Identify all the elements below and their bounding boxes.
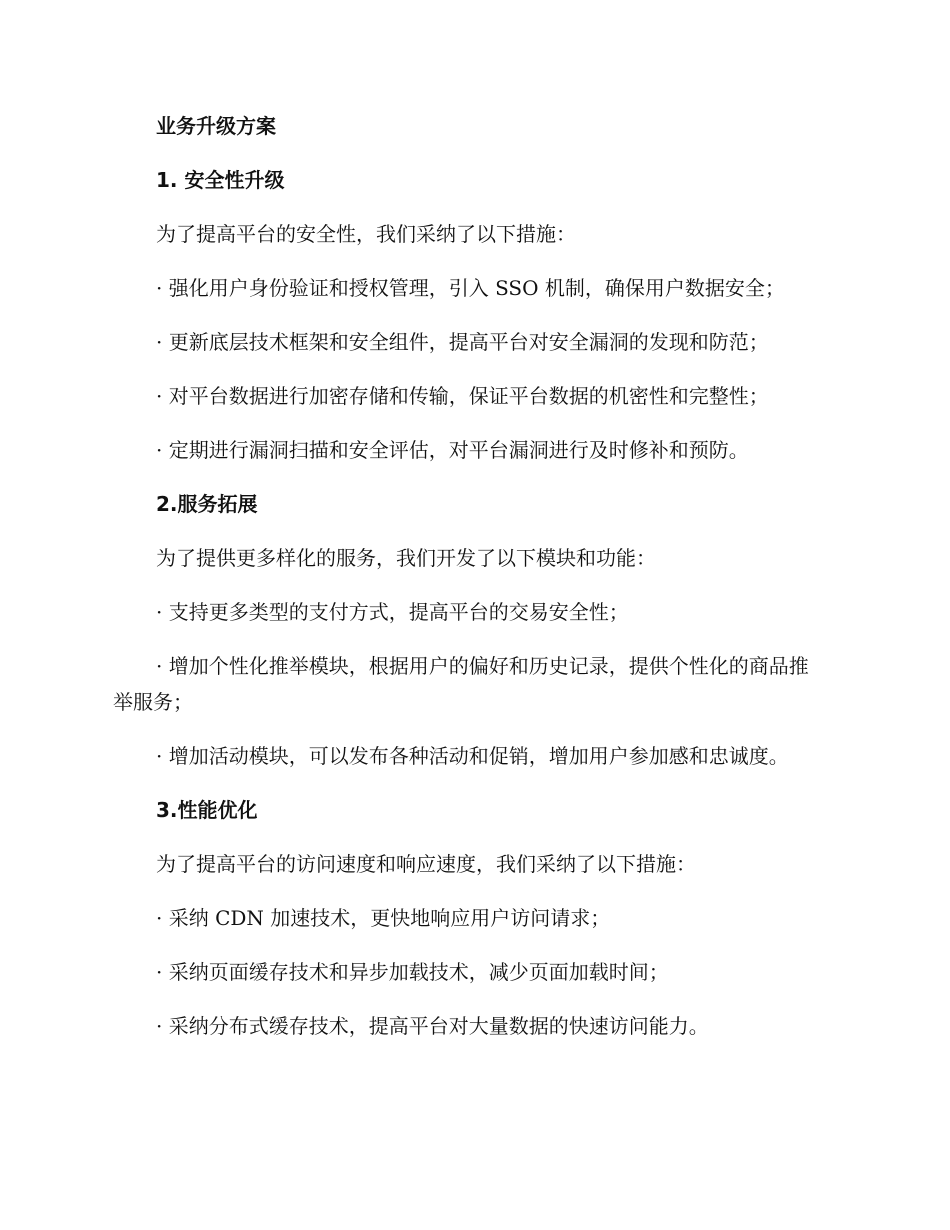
section-intro: 为了提高平台的安全性，我们采纳了以下措施： [156, 222, 576, 246]
list-item: · 定期进行漏洞扫描和安全评估，对平台漏洞进行及时修补和预防。 [156, 438, 749, 462]
section-heading-security: 1. 安全性升级 [156, 168, 285, 192]
document-body [113, 108, 828, 1062]
list-item: · 更新底层技术框架和安全组件，提高平台对安全漏洞的发现和防范； [156, 330, 769, 354]
list-item: · 增加个性化推举模块，根据用户的偏好和历史记录，提供个性化的商品推举服务； [113, 654, 809, 714]
section-intro: 为了提高平台的访问速度和响应速度，我们采纳了以下措施： [156, 852, 696, 876]
list-item: · 采纳页面缓存技术和异步加载技术，减少页面加载时间； [156, 960, 669, 984]
list-item: · 采纳分布式缓存技术，提高平台对大量数据的快速访问能力。 [156, 1014, 709, 1038]
list-item: · 支持更多类型的支付方式，提高平台的交易安全性； [156, 600, 629, 624]
document-title: 业务升级方案 [156, 114, 276, 138]
list-item: · 采纳 CDN 加速技术，更快地响应用户访问请求； [156, 906, 611, 930]
list-item: · 增加活动模块，可以发布各种活动和促销，增加用户参加感和忠诚度。 [156, 744, 789, 768]
section-intro: 为了提供更多样化的服务，我们开发了以下模块和功能： [156, 546, 656, 570]
section-heading-service: 2.服务拓展 [156, 492, 258, 516]
section-heading-performance: 3.性能优化 [156, 798, 258, 822]
list-item: · 对平台数据进行加密存储和传输，保证平台数据的机密性和完整性； [156, 384, 769, 408]
list-item: · 强化用户身份验证和授权管理，引入 SSO 机制，确保用户数据安全； [156, 276, 785, 300]
